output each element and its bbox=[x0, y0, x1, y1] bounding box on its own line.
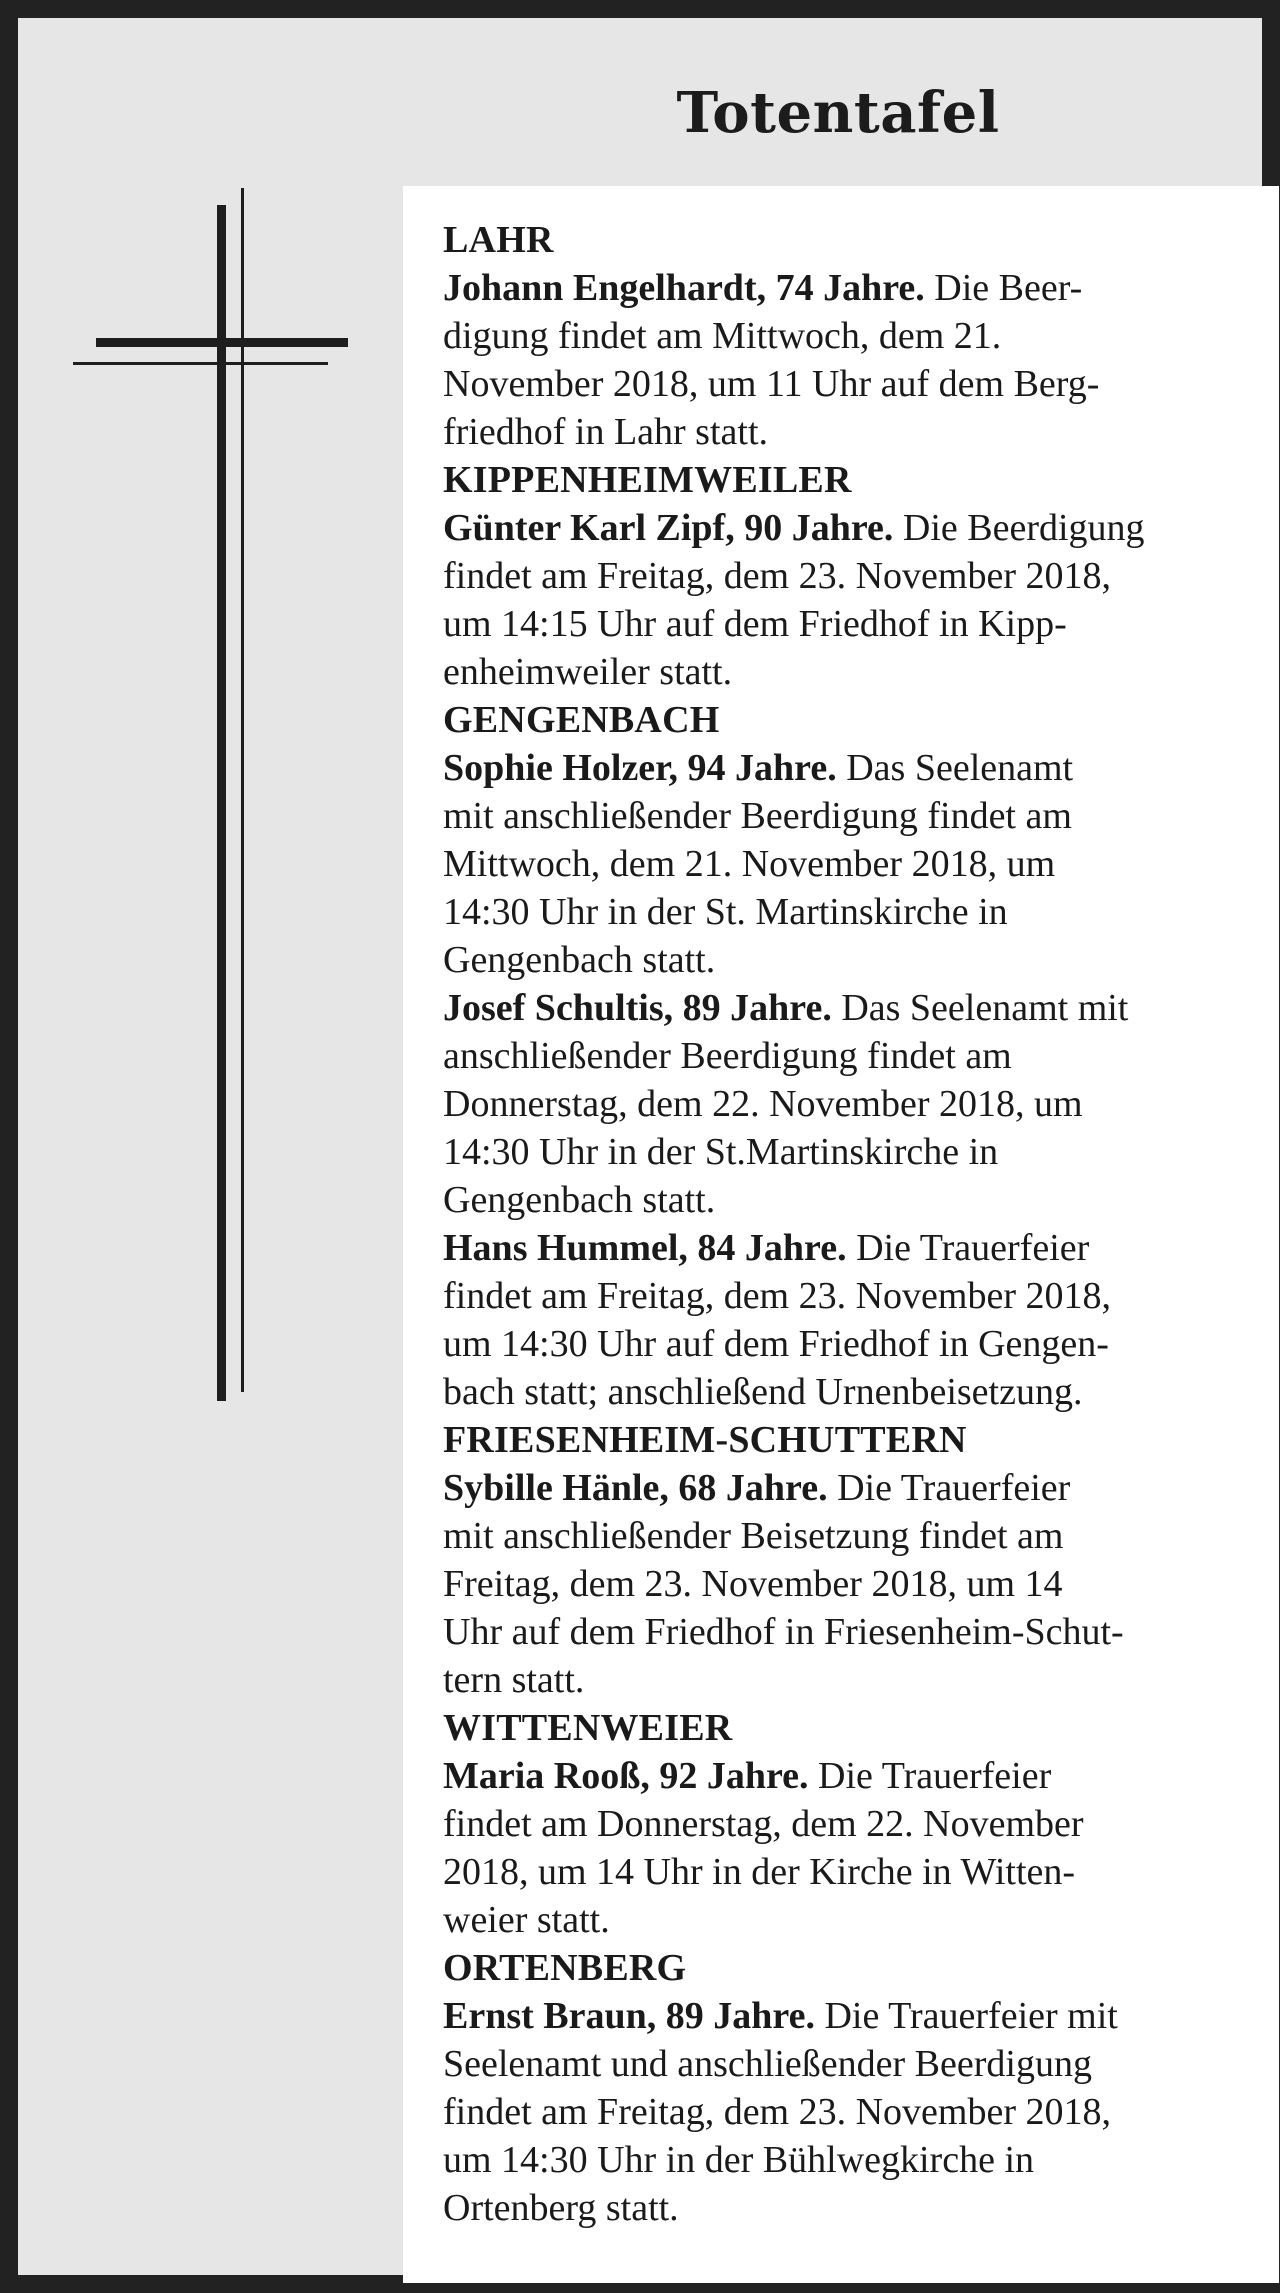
obituary-list bbox=[403, 186, 1279, 2283]
region-heading: GENGENBACH bbox=[443, 699, 720, 741]
notice-line: um 14:15 Uhr auf dem Friedhof in Kipp- bbox=[443, 603, 1067, 645]
deceased-name: Günter Karl Zipf, 90 Jahre. bbox=[443, 507, 894, 549]
notice-line: Die Trauerfeier bbox=[827, 1467, 1071, 1509]
obituary-notice bbox=[443, 744, 1239, 984]
deceased-name: Sophie Holzer, 94 Jahre. bbox=[443, 747, 837, 789]
notice-line: bach statt; anschließend Urnenbeisetzung. bbox=[443, 1371, 1083, 1413]
notice-line: Die Trauerfeier mit bbox=[814, 1995, 1118, 2037]
page-title: Totentafel bbox=[676, 80, 1000, 146]
notice-line: findet am Freitag, dem 23. November 2018, bbox=[443, 1275, 1112, 1317]
notice-line: um 14:30 Uhr in der Bühlwegkirche in bbox=[443, 2139, 1035, 2181]
notice-line: mit anschließender Beisetzung findet am bbox=[443, 1515, 1064, 1557]
notice-line: um 14:30 Uhr auf dem Friedhof in Gengen- bbox=[443, 1323, 1109, 1365]
deceased-name: Hans Hummel, 84 Jahre. bbox=[443, 1227, 847, 1269]
region-heading: ORTENBERG bbox=[443, 1947, 687, 1989]
notice-line: findet am Freitag, dem 23. November 2018, bbox=[443, 555, 1112, 597]
obituary-notice bbox=[443, 1992, 1239, 2232]
deceased-name: Maria Rooß, 92 Jahre. bbox=[443, 1755, 809, 1797]
cross-line-horizontal bbox=[73, 362, 328, 365]
notice-line: anschließender Beerdigung findet am bbox=[443, 1035, 1012, 1077]
cross-beam-vertical bbox=[217, 205, 226, 1401]
notice-line: Das Seelenamt mit bbox=[831, 987, 1129, 1029]
notice-line: Freitag, dem 23. November 2018, um 14 bbox=[443, 1563, 1063, 1605]
region-heading: KIPPENHEIMWEILER bbox=[443, 459, 852, 501]
region-heading: WITTENWEIER bbox=[443, 1707, 733, 1749]
notice-line: Uhr auf dem Friedhof in Friesenheim-Schut- bbox=[443, 1611, 1124, 1653]
deceased-name: Johann Engelhardt, 74 Jahre. bbox=[443, 267, 925, 309]
notice-line: friedhof in Lahr statt. bbox=[443, 411, 769, 453]
notice-line: Ortenberg statt. bbox=[443, 2187, 679, 2229]
notice-line: Die Beer- bbox=[924, 267, 1083, 309]
deceased-name: Josef Schultis, 89 Jahre. bbox=[443, 987, 832, 1029]
notice-line: Die Beerdigung bbox=[893, 507, 1145, 549]
region-heading: LAHR bbox=[443, 219, 554, 261]
notice-line: Die Trauerfeier bbox=[846, 1227, 1090, 1269]
notice-line: mit anschließender Beerdigung findet am bbox=[443, 795, 1072, 837]
notice-line: Das Seelenamt bbox=[836, 747, 1074, 789]
obituary-notice bbox=[443, 1464, 1239, 1704]
obituary-notice bbox=[443, 1224, 1239, 1416]
region-heading: FRIESENHEIM-SCHUTTERN bbox=[443, 1419, 967, 1461]
notice-line: Seelenamt und anschließender Beerdigung bbox=[443, 2043, 1092, 2085]
notice-line: Gengenbach statt. bbox=[443, 939, 716, 981]
obituary-notice bbox=[443, 264, 1239, 456]
notice-line: Die Trauerfeier bbox=[808, 1755, 1052, 1797]
notice-line: Donnerstag, dem 22. November 2018, um bbox=[443, 1083, 1083, 1125]
notice-line: tern statt. bbox=[443, 1659, 585, 1701]
cross-icon bbox=[18, 18, 438, 1418]
notice-line: digung findet am Mittwoch, dem 21. bbox=[443, 315, 1002, 357]
obituary-notice bbox=[443, 1752, 1239, 1944]
notice-line: 2018, um 14 Uhr in der Kirche in Witten- bbox=[443, 1851, 1076, 1893]
deceased-name: Ernst Braun, 89 Jahre. bbox=[443, 1995, 815, 2037]
notice-line: findet am Freitag, dem 23. November 2018, bbox=[443, 2091, 1112, 2133]
cross-beam-horizontal bbox=[96, 338, 348, 347]
notice-line: enheimweiler statt. bbox=[443, 651, 733, 693]
obituary-notice bbox=[443, 984, 1239, 1224]
cross-line-vertical bbox=[241, 188, 244, 1392]
notice-line: November 2018, um 11 Uhr auf dem Berg- bbox=[443, 363, 1100, 405]
notice-line: Gengenbach statt. bbox=[443, 1179, 716, 1221]
deceased-name: Sybille Hänle, 68 Jahre. bbox=[443, 1467, 828, 1509]
obituary-notice bbox=[443, 504, 1239, 696]
obituary-entries bbox=[443, 216, 1239, 2232]
notice-line: 14:30 Uhr in der St. Martinskirche in bbox=[443, 891, 1008, 933]
notice-line: findet am Donnerstag, dem 22. November bbox=[443, 1803, 1084, 1845]
notice-line: 14:30 Uhr in der St.Martinskirche in bbox=[443, 1131, 999, 1173]
notice-line: Mittwoch, dem 21. November 2018, um bbox=[443, 843, 1056, 885]
notice-line: weier statt. bbox=[443, 1899, 610, 1941]
